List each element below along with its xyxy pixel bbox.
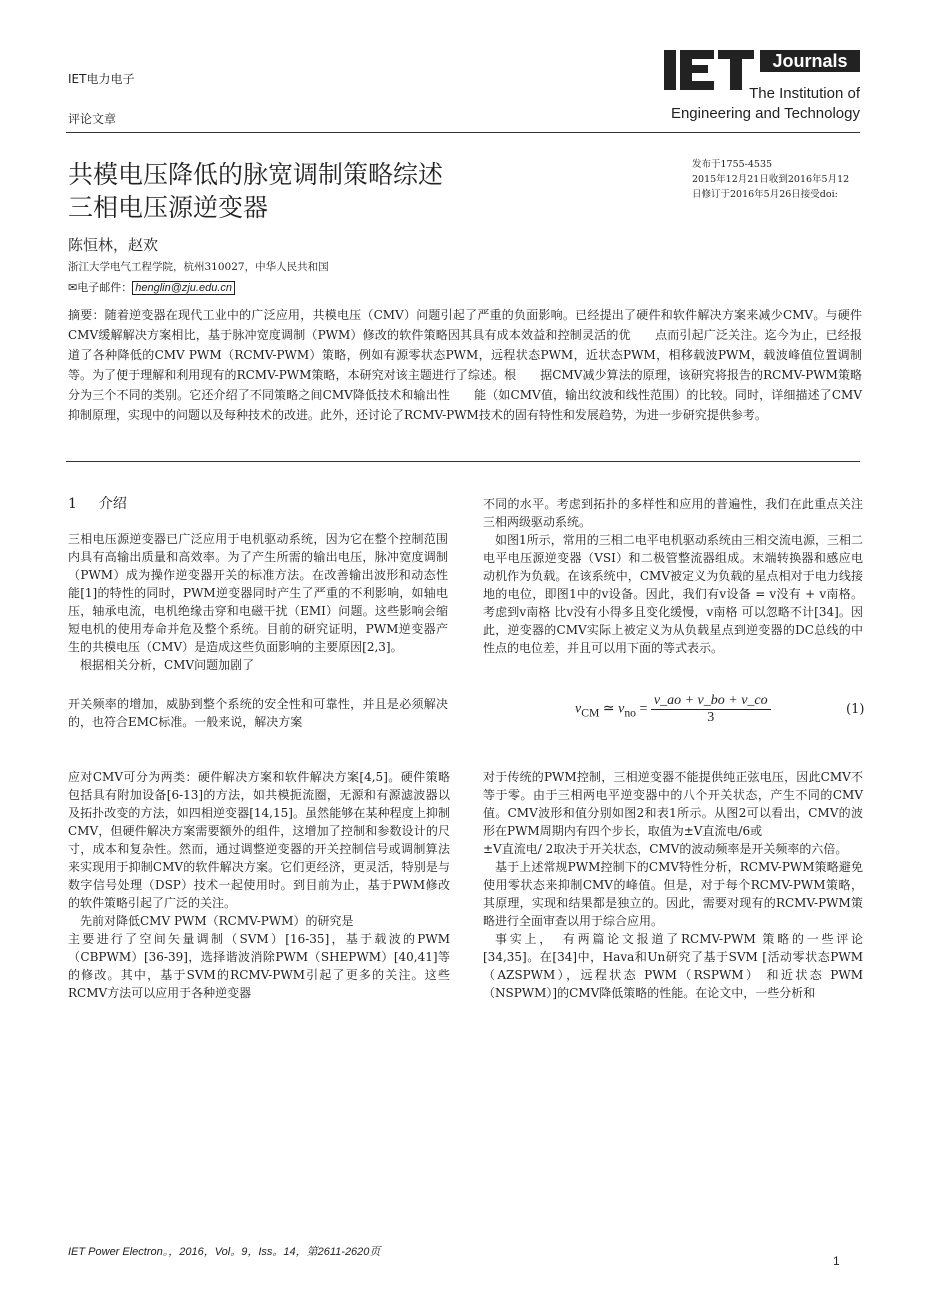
paragraph: 对于传统的PWM控制，三相逆变器不能提供纯正弦电压，因此CMV不等于零。由于三相两电平逆变器中的八个开关状态，产生不同的CMV值。CMV波形和值分别如图2和表1所示。从图2可以看出，CMV的波形在PWM周期内有四个步长，取值为±V直流电/6或 — [483, 770, 863, 838]
iet-logo-mark — [664, 48, 860, 122]
eq-mid-sub: no — [624, 706, 636, 720]
abstract: 摘要：随着逆变器在现代工业中的广泛应用，共模电压（CMV）问题引起了严重的负面影响。已经提出了硬件和软件解决方案来减少CMV。与硬件CMV缓解解决方案相比，基于脉冲宽度调制（PWM）修改的软件策略因其具有成本效益和控制灵活的优 点而引起广泛关注。迄今为止，已经报道了各种降低的CMV PWM（RCMV-PWM）策略，例如有源零状态PWM，远程状态PWM，近状态PWM，相移载波PWM，载波峰值位置调制等。为了便于理解和利用现有的RCMV-PWM策略，本研究对该主题进行了综述。根 据CMV减少算法的原理，该研究将报告的RCMV-PWM策略分为三个不同的类别。它还介绍了不同策略之间CMV降低技术和输出性 能（如CMV值，输出纹波和线性范围）的比较。同时，详细描述了CMV抑制原理，实现中的问题以及每种技术的改进。此外，还讨论了RCMV-PWM技术的固有特性和发展趋势，为进一步研究提供参考。 — [68, 308, 862, 422]
eq-relation: ≃ — [602, 701, 615, 717]
iet-logo — [664, 48, 860, 122]
eq-lhs: v — [575, 701, 582, 717]
pubinfo-line: 日修订于2016年5月26日接受doi: — [692, 189, 838, 200]
paragraph: 先前对降低CMV PWM（RCMV-PWM）的研究是 — [80, 914, 354, 928]
pubinfo-line: 2015年12月21日收到2016年5月12 — [692, 174, 850, 185]
envelope-icon: ✉ — [68, 281, 78, 294]
right-column-top — [483, 495, 863, 657]
section-title: 介绍 — [98, 496, 127, 512]
journal-name: IET电力电子 — [68, 72, 135, 86]
equation-number: (1) — [846, 702, 865, 717]
eq-fraction — [651, 693, 771, 726]
paragraph: ±V直流电/ 2取决于开关状态，CMV的波动频率是开关频率的六倍。 — [483, 842, 848, 856]
paragraph: 根据相关分析，CMV问题加剧了 — [80, 658, 255, 672]
eq-mid: v — [618, 701, 625, 717]
title-line-1: 共模电压降低的脉宽调制策略综述 — [68, 160, 444, 189]
logo-line-1: The Institution of — [749, 85, 860, 102]
authors: 陈恒林，赵欢 — [68, 236, 159, 254]
section-heading — [68, 493, 149, 513]
logo-line-2: Engineering and Technology — [670, 105, 860, 122]
publication-info — [692, 157, 872, 202]
page-number: 1 — [833, 1254, 840, 1268]
header-divider — [66, 132, 860, 133]
paragraph: 三相电压源逆变器已广泛应用于电机驱动系统，因为它在整个控制范围内具有高输出质量和高效率。为了产生所需的输出电压，脉冲宽度调制（PWM）成为操作逆变器开关的标准方法。在改善输出波形和动态性能[1]的特性的同时，PWM逆变器同时产生了严重的不利影响，如轴电压，轴承电流，电机绝缘击穿和电磁干扰（EMI）问题。这些影响会缩短电机的使用寿命并危及整个系统。目前的研究证明，PWM逆变器产生的共模电压（CMV）是造成这些负面影响的主要原因[2,3]。 — [68, 532, 448, 654]
eq-denominator: 3 — [707, 710, 715, 725]
section-number: 1 — [68, 496, 77, 512]
footer-citation: IET Power Electron。，2016，Vol。9，Iss。14，第2611-2620页 — [68, 1246, 381, 1258]
affiliation: 浙江大学电气工程学院，杭州310027，中华人民共和国 — [68, 261, 329, 273]
paragraph: 基于上述常规PWM控制下的CMV特性分析，RCMV-PWM策略避免使用零状态来抑制CMV的峰值。但是，对于每个RCMV-PWM策略，其原理，实现和结果都是独立的。因此，需要对现有的RCMV-PWM策略进行全面审查以用于综合应用。 — [483, 860, 863, 928]
article-category: 评论文章 — [68, 112, 117, 126]
paragraph: 应对CMV可分为两类：硬件解决方案和软件解决方案[4,5]。硬件策略包括具有附加设备[6-13]的方法，如共模扼流圈，无源和有源滤波器以及拓扑改变的方法，如四相逆变器[14,15]。虽然能够在某种程度上抑制CMV，但硬件解决方案需要额外的组件，这增加了控制和参数设计的尺寸，成本和复杂性。然而，通过调整逆变器的开关控制信号或调制算法来实现用于抑制CMV的软件解决方案。它们更经济，更灵活，特别是与数字信号处理（DSP）技术一起使用时。到目前为止，基于PWM修改的软件策略引起了广泛的关注。 — [68, 770, 450, 910]
paragraph: 不同的水平。考虑到拓扑的多样性和应用的普遍性，我们在此重点关注三相两级驱动系统。 — [483, 497, 863, 529]
pubinfo-line: 发布于1755-4535 — [692, 159, 773, 170]
email-link[interactable]: henglin@zju.edu.cn — [132, 281, 235, 295]
eq-numerator: v_ao + v_bo + v_co — [651, 693, 771, 710]
left-column-mid: 开关频率的增加，威胁到整个系统的安全性和可靠性，并且是必须解决的，也符合EMC标准。一般来说，解决方案 — [68, 697, 448, 729]
logo-badge: Journals — [772, 51, 848, 71]
equation-1: $v_{CM}$ ≃ $v_{no}$ = $\frac{v\_ao + v\_bo + v\_co}{3}$ — [575, 693, 771, 726]
paragraph: 主要进行了空间矢量调制（SVM）[16-35]，基于载波的PWM（CBPWM）[36-39]，选择谐波消除PWM（SHEPWM）[40,41]等的修改。其中，基于SVM的RCMV-PWM引起了更多的关注。这些RCMV方法可以应用于各种逆变器 — [68, 932, 450, 1000]
left-column-top — [68, 530, 448, 674]
email-row — [68, 279, 235, 295]
paper-title — [68, 158, 668, 224]
title-line-2: 三相电压源逆变器 — [68, 193, 269, 222]
paragraph: 如图1所示，常用的三相二电平电机驱动系统由三相交流电源，三相二电平电压源逆变器（VSI）和二极管整流器组成。末端转换器和感应电动机作为负载。在该系统中，CMV被定义为负载的星点相对于电力线接地的电位，即图1中的v设备。因此，我们有v设备 = v没有 + v南格。考虑到v南格 比v没有小得多且变化缓慢，v南格 可以忽略不计[34]。因此，逆变器的CMV实际上被定义为从负载星点到逆变器的DC总线的中性点的电位差，并且可以用下面的等式表示。 — [483, 533, 863, 655]
abstract-divider — [66, 461, 860, 462]
right-column-bottom — [483, 768, 863, 1002]
eq-lhs-sub: CM — [581, 706, 600, 720]
paragraph: 事实上， 有两篇论文报道了RCMV-PWM 策略的一些评论[34,35]。在[34]中，Hava和Un研究了基于SVM [活动零状态PWM（AZSPWM），远程状态 PWM（RSPWM） 和近状态 PWM（NSPWM）]的CMV降低策略的性能。在论文中，一些分析和 — [483, 932, 863, 1000]
email-label: 电子邮件： — [77, 281, 133, 294]
left-column-bottom — [68, 768, 450, 1002]
